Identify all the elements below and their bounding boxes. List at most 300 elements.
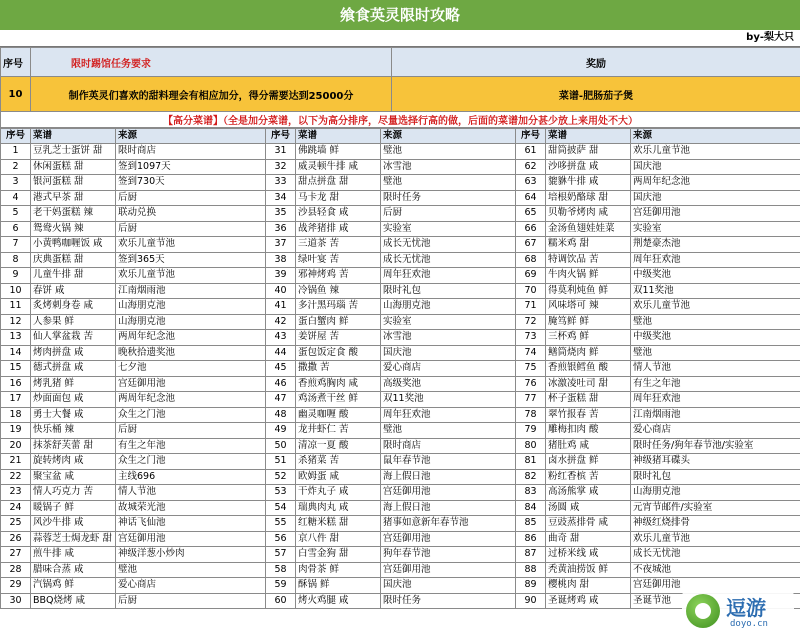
recipe-num: 60	[266, 593, 296, 609]
recipe-source: 冰雪池	[381, 159, 516, 175]
recipe-source: 后厨	[116, 190, 266, 206]
recipe-source: 高级奖池	[381, 376, 516, 392]
recipe-num: 52	[266, 469, 296, 485]
recipe-source: 山海朋克池	[381, 299, 516, 315]
recipe-num: 77	[516, 392, 546, 408]
recipe-source: 璧池	[381, 144, 516, 160]
col-header-recipe: 菜谱	[31, 129, 116, 144]
recipe-source: 宫廷御用池	[116, 531, 266, 547]
doyo-watermark-logo	[682, 590, 794, 636]
recipe-name: 龙井虾仁 苦	[296, 423, 381, 439]
recipe-name: 秃黄油捞饭 鲜	[546, 562, 631, 578]
recipe-num: 58	[266, 562, 296, 578]
recipe-num: 41	[266, 299, 296, 315]
recipe-source: 中级奖池	[631, 330, 800, 346]
recipe-name: 豆豉蒸排骨 咸	[546, 516, 631, 532]
recipe-source: 国庆池	[631, 159, 800, 175]
recipe-num: 6	[1, 221, 31, 237]
recipe-num: 72	[516, 314, 546, 330]
recipe-name: 撒撒 苦	[296, 361, 381, 377]
recipe-num: 75	[516, 361, 546, 377]
recipe-name: 香煎鸡胸肉 咸	[296, 376, 381, 392]
recipe-source: 欢乐儿童节池	[631, 299, 800, 315]
recipe-num: 12	[1, 314, 31, 330]
recipe-name: 烤乳猪 鲜	[31, 376, 116, 392]
table-row	[1, 562, 800, 578]
recipe-source: 山海朋克池	[116, 299, 266, 315]
recipe-num: 29	[1, 578, 31, 594]
recipe-num: 81	[516, 454, 546, 470]
recipe-name: 佛跳墙 鲜	[296, 144, 381, 160]
recipe-num: 55	[266, 516, 296, 532]
recipe-num: 61	[516, 144, 546, 160]
recipe-num: 39	[266, 268, 296, 284]
recipe-name: 金汤鱼翅娃娃菜	[546, 221, 631, 237]
table-row	[1, 330, 800, 346]
recipe-num: 70	[516, 283, 546, 299]
recipe-name: 绿叶宴 苦	[296, 252, 381, 268]
table-row	[1, 144, 800, 160]
recipe-name: 杯子蛋糕 甜	[546, 392, 631, 408]
recipe-source: 后厨	[116, 221, 266, 237]
recipe-name: 战斧猪排 咸	[296, 221, 381, 237]
recipe-num: 64	[516, 190, 546, 206]
recipe-num: 76	[516, 376, 546, 392]
recipe-num: 43	[266, 330, 296, 346]
recipe-source: 晚秋拾遗奖池	[116, 345, 266, 361]
recipe-name: 炙烤刺身卷 咸	[31, 299, 116, 315]
recipe-name: 威灵顿牛排 咸	[296, 159, 381, 175]
recipe-name: 勇士大餐 咸	[31, 407, 116, 423]
recipe-num: 8	[1, 252, 31, 268]
recipe-num: 1	[1, 144, 31, 160]
recipe-num: 84	[516, 500, 546, 516]
recipe-num: 88	[516, 562, 546, 578]
recipe-source: 荆楚豪杰池	[631, 237, 800, 253]
col-header-recipe: 菜谱	[296, 129, 381, 144]
recipe-name: 得莫利炖鱼 鲜	[546, 283, 631, 299]
recipe-source: 圣诞节池	[631, 593, 800, 609]
recipe-source: 两周年纪念池	[631, 175, 800, 191]
table-row	[1, 283, 800, 299]
table-row	[1, 252, 800, 268]
recipe-source: 情人节池	[631, 361, 800, 377]
table-row	[1, 361, 800, 377]
recipe-name: 儿童牛排 甜	[31, 268, 116, 284]
recipe-num: 71	[516, 299, 546, 315]
table-row	[1, 516, 800, 532]
recipe-source: 中级奖池	[631, 268, 800, 284]
author-credit: by-梨大只	[0, 30, 800, 47]
recipe-name: 烤火鸡腿 咸	[296, 593, 381, 609]
recipe-num: 10	[1, 283, 31, 299]
recipe-name: 炒面面包 咸	[31, 392, 116, 408]
recipe-num: 37	[266, 237, 296, 253]
col-header-source: 来源	[631, 129, 800, 144]
recipe-source: 故城荣光池	[116, 500, 266, 516]
recipe-name: 抹茶舒芙蕾 甜	[31, 438, 116, 454]
table-row	[1, 423, 800, 439]
recipe-source: 宫廷御用池	[631, 206, 800, 222]
recipe-num: 27	[1, 547, 31, 563]
recipe-name: 烤肉拼盘 咸	[31, 345, 116, 361]
recipe-num: 67	[516, 237, 546, 253]
recipe-name: 樱桃肉 甜	[546, 578, 631, 594]
recipe-name: 仙人掌盆栽 苦	[31, 330, 116, 346]
recipe-name: 庆典蛋糕 甜	[31, 252, 116, 268]
recipe-num: 65	[516, 206, 546, 222]
recipe-name: 快乐桶 辣	[31, 423, 116, 439]
table-row	[1, 175, 800, 191]
task-reward: 菜谱-肥肠茄子煲	[392, 77, 800, 112]
table-row	[1, 454, 800, 470]
recipe-name: 鸡汤煮干丝 鲜	[296, 392, 381, 408]
table-row	[1, 221, 800, 237]
recipe-source: 神级猪耳碟头	[631, 454, 800, 470]
recipe-source: 周年狂欢池	[381, 407, 516, 423]
recipe-name: 豆乳芝士蛋饼 甜	[31, 144, 116, 160]
recipe-source: 国庆池	[381, 578, 516, 594]
recipe-num: 9	[1, 268, 31, 284]
recipe-num: 5	[1, 206, 31, 222]
recipe-source: 欢乐儿童节池	[631, 531, 800, 547]
recipe-source: 限时任务	[381, 190, 516, 206]
recipe-source: 山海朋克池	[116, 314, 266, 330]
recipe-num: 30	[1, 593, 31, 609]
recipe-source: 璧池	[381, 175, 516, 191]
recipe-source: 海上假日池	[381, 469, 516, 485]
task-row	[1, 77, 800, 112]
recipe-source: 限时礼包	[381, 283, 516, 299]
recipe-source: 周年狂欢池	[381, 268, 516, 284]
recipe-name: 马卡龙 甜	[296, 190, 381, 206]
recipe-num: 89	[516, 578, 546, 594]
table-row	[1, 206, 800, 222]
recipe-source: 璧池	[631, 345, 800, 361]
recipe-num: 83	[516, 485, 546, 501]
recipe-num: 33	[266, 175, 296, 191]
recipe-column-header-row	[1, 129, 800, 144]
col-header-num: 序号	[266, 129, 296, 144]
col-header-num: 序号	[516, 129, 546, 144]
task-table	[0, 47, 800, 128]
recipe-name: 粉红香槟 苦	[546, 469, 631, 485]
recipe-num: 40	[266, 283, 296, 299]
recipe-name: 蛋包饭定食 酸	[296, 345, 381, 361]
recipe-source: 神级红烧排骨	[631, 516, 800, 532]
recipe-name: 雕梅扣肉 酸	[546, 423, 631, 439]
recipe-source: 限时任务/狗年春节池/实验室	[631, 438, 800, 454]
table-row	[1, 469, 800, 485]
recipe-num: 31	[266, 144, 296, 160]
recipe-num: 45	[266, 361, 296, 377]
col-header-num: 序号	[1, 129, 31, 144]
recipe-name: 煎牛排 咸	[31, 547, 116, 563]
recipe-name: 姜饼屋 苦	[296, 330, 381, 346]
table-row	[1, 485, 800, 501]
recipe-name: 曲奇 甜	[546, 531, 631, 547]
recipe-name: 干炸丸子 咸	[296, 485, 381, 501]
recipe-name: 牛肉火锅 鲜	[546, 268, 631, 284]
recipe-table	[0, 128, 800, 609]
recipe-name: 高汤熊掌 咸	[546, 485, 631, 501]
recipe-name: 三道茶 苦	[296, 237, 381, 253]
recipe-num: 14	[1, 345, 31, 361]
table-row	[1, 237, 800, 253]
recipe-num: 69	[516, 268, 546, 284]
recipe-num: 2	[1, 159, 31, 175]
task-requirement: 制作英灵们喜欢的甜料理会有相应加分，得分需要达到25000分	[31, 77, 392, 112]
recipe-source: 签到365天	[116, 252, 266, 268]
recipe-source: 江南烟雨池	[116, 283, 266, 299]
recipe-num: 42	[266, 314, 296, 330]
recipe-source: 后厨	[116, 423, 266, 439]
recipe-num: 13	[1, 330, 31, 346]
recipe-name: 清凉一夏 酸	[296, 438, 381, 454]
recipe-num: 21	[1, 454, 31, 470]
recipe-source: 宫廷御用池	[631, 578, 800, 594]
recipe-source: 海上假日池	[381, 500, 516, 516]
recipe-source: 七夕池	[116, 361, 266, 377]
recipe-source: 签到1097天	[116, 159, 266, 175]
recipe-source: 狗年春节池	[381, 547, 516, 563]
recipe-name: 蛋白蟹肉 鲜	[296, 314, 381, 330]
table-row	[1, 407, 800, 423]
recipe-name: 糯米鸡 甜	[546, 237, 631, 253]
recipe-source: 限时礼包	[631, 469, 800, 485]
recipe-source: 宫廷御用池	[381, 485, 516, 501]
recipe-name: 贝勒爷烤肉 咸	[546, 206, 631, 222]
col-header-source: 来源	[381, 129, 516, 144]
recipe-name: 猪肚鸡 咸	[546, 438, 631, 454]
recipe-num: 59	[266, 578, 296, 594]
recipe-name: 汤圆 咸	[546, 500, 631, 516]
table-row	[1, 547, 800, 563]
recipe-name: 培根奶酪球 甜	[546, 190, 631, 206]
recipe-num: 49	[266, 423, 296, 439]
recipe-name: 沙县轻食 咸	[296, 206, 381, 222]
recipe-name: 腊味合蒸 咸	[31, 562, 116, 578]
recipe-name: 旋转烤肉 咸	[31, 454, 116, 470]
recipe-name: 情人巧克力 苦	[31, 485, 116, 501]
recipe-num: 63	[516, 175, 546, 191]
recipe-source: 两周年纪念池	[116, 392, 266, 408]
recipe-num: 15	[1, 361, 31, 377]
col-header-source: 来源	[116, 129, 266, 144]
recipe-name: 酥锅 鲜	[296, 578, 381, 594]
recipe-source: 神话飞仙池	[116, 516, 266, 532]
recipe-num: 47	[266, 392, 296, 408]
table-row	[1, 345, 800, 361]
recipe-source: 签到730天	[116, 175, 266, 191]
recipe-name: 人参果 鲜	[31, 314, 116, 330]
recipe-num: 23	[1, 485, 31, 501]
doyo-logo-icon	[686, 594, 720, 628]
recipe-name: 老干妈蛋糕 辣	[31, 206, 116, 222]
recipe-num: 78	[516, 407, 546, 423]
task-num: 10	[1, 77, 31, 112]
recipe-source: 情人节池	[116, 485, 266, 501]
recipe-source: 璧池	[381, 423, 516, 439]
recipe-num: 20	[1, 438, 31, 454]
recipe-num: 62	[516, 159, 546, 175]
table-row	[1, 500, 800, 516]
recipe-source: 宫廷御用池	[116, 376, 266, 392]
recipe-source: 双11奖池	[381, 392, 516, 408]
recipe-num: 85	[516, 516, 546, 532]
recipe-num: 28	[1, 562, 31, 578]
recipe-name: 港式早茶 甜	[31, 190, 116, 206]
recipe-num: 38	[266, 252, 296, 268]
recipe-source: 联动兑换	[116, 206, 266, 222]
recipe-num: 54	[266, 500, 296, 516]
recipe-num: 48	[266, 407, 296, 423]
recipe-name: 多汁黑玛瑙 苦	[296, 299, 381, 315]
recipe-name: 甜筒披萨 甜	[546, 144, 631, 160]
recipe-num: 66	[516, 221, 546, 237]
table-row	[1, 531, 800, 547]
task-header-row	[1, 48, 800, 77]
recipe-name: 银河蛋糕 甜	[31, 175, 116, 191]
recipe-source: 宫廷御用池	[381, 562, 516, 578]
recipe-num: 87	[516, 547, 546, 563]
recipe-num: 22	[1, 469, 31, 485]
recipe-name: 香煎银鳕鱼 酸	[546, 361, 631, 377]
recipe-num: 36	[266, 221, 296, 237]
recipe-name: 京八件 甜	[296, 531, 381, 547]
recipe-name: 翠竹报春 苦	[546, 407, 631, 423]
note-row	[1, 112, 800, 128]
recipe-num: 35	[266, 206, 296, 222]
watermark-brand: 逗游	[726, 596, 766, 620]
high-score-note: 【高分菜谱】（全是加分菜谱，以下为高分排序，尽量选择行高的做，后面的菜谱加分甚少放上来用处不大）	[1, 112, 800, 128]
recipe-source: 周年狂欢池	[631, 392, 800, 408]
recipe-source: 国庆池	[381, 345, 516, 361]
recipe-name: 过桥米线 咸	[546, 547, 631, 563]
recipe-num: 4	[1, 190, 31, 206]
recipe-name: 杀猪菜 苦	[296, 454, 381, 470]
recipe-name: 红糖米糕 甜	[296, 516, 381, 532]
recipe-num: 25	[1, 516, 31, 532]
recipe-source: 璧池	[631, 314, 800, 330]
recipe-num: 51	[266, 454, 296, 470]
recipe-num: 79	[516, 423, 546, 439]
recipe-num: 19	[1, 423, 31, 439]
recipe-name: 瑞典肉丸 咸	[296, 500, 381, 516]
recipe-num: 17	[1, 392, 31, 408]
recipe-source: 宫廷御用池	[381, 531, 516, 547]
recipe-name: 暖锅子 鲜	[31, 500, 116, 516]
recipe-name: 蒜蓉芝士焗龙虾 甜	[31, 531, 116, 547]
recipe-source: 爱心商店	[631, 423, 800, 439]
recipe-source: 限时商店	[116, 144, 266, 160]
recipe-source: 有生之年池	[116, 438, 266, 454]
recipe-num: 24	[1, 500, 31, 516]
recipe-source: 成长无忧池	[381, 252, 516, 268]
recipe-source: 冰雪池	[381, 330, 516, 346]
recipe-source: 众生之门池	[116, 454, 266, 470]
recipe-name: 特调饮品 苦	[546, 252, 631, 268]
recipe-num: 46	[266, 376, 296, 392]
recipe-source: 限时商店	[381, 438, 516, 454]
table-row	[1, 578, 800, 594]
recipe-name: 春饼 咸	[31, 283, 116, 299]
recipe-source: 后厨	[116, 593, 266, 609]
recipe-name: 休闲蛋糕 甜	[31, 159, 116, 175]
recipe-source: 限时任务	[381, 593, 516, 609]
watermark-site: doyo.cn	[730, 619, 768, 629]
recipe-source: 欢乐儿童节池	[116, 237, 266, 253]
recipe-source: 爱心商店	[116, 578, 266, 594]
recipe-num: 90	[516, 593, 546, 609]
recipe-name: 腌笃鲜 鲜	[546, 314, 631, 330]
table-row	[1, 314, 800, 330]
recipe-name: 风沙牛排 咸	[31, 516, 116, 532]
table-row	[1, 392, 800, 408]
recipe-num: 74	[516, 345, 546, 361]
table-row	[1, 438, 800, 454]
recipe-name: 幽灵咖喱 酸	[296, 407, 381, 423]
recipe-num: 7	[1, 237, 31, 253]
recipe-name: 貔貅牛排 咸	[546, 175, 631, 191]
recipe-name: 甜点拼盘 甜	[296, 175, 381, 191]
col-header-recipe: 菜谱	[546, 129, 631, 144]
recipe-name: BBQ烧烤 咸	[31, 593, 116, 609]
recipe-source: 江南烟雨池	[631, 407, 800, 423]
recipe-num: 57	[266, 547, 296, 563]
task-reward-header: 奖励	[392, 48, 800, 77]
recipe-source: 山海朋克池	[631, 485, 800, 501]
task-requirement-header: 限时踢馆任务要求	[31, 48, 392, 77]
recipe-num: 3	[1, 175, 31, 191]
recipe-name: 风味塔可 辣	[546, 299, 631, 315]
recipe-name: 聚宝盆 咸	[31, 469, 116, 485]
recipe-source: 神级洋葱小炒肉	[116, 547, 266, 563]
recipe-name: 白雪金狗 甜	[296, 547, 381, 563]
recipe-source: 欢乐儿童节池	[631, 144, 800, 160]
recipe-source: 欢乐儿童节池	[116, 268, 266, 284]
table-row	[1, 190, 800, 206]
recipe-name: 鸳鸯火锅 辣	[31, 221, 116, 237]
recipe-source: 国庆池	[631, 190, 800, 206]
recipe-num: 34	[266, 190, 296, 206]
recipe-source: 众生之门池	[116, 407, 266, 423]
recipe-name: 三杯鸡 鲜	[546, 330, 631, 346]
recipe-table-body	[1, 129, 800, 609]
recipe-source: 元宵节邮件/实验室	[631, 500, 800, 516]
recipe-name: 冰激凌吐司 甜	[546, 376, 631, 392]
recipe-num: 82	[516, 469, 546, 485]
recipe-source: 后厨	[381, 206, 516, 222]
recipe-num: 26	[1, 531, 31, 547]
recipe-num: 50	[266, 438, 296, 454]
recipe-num: 80	[516, 438, 546, 454]
recipe-name: 沙哆拼盘 咸	[546, 159, 631, 175]
recipe-num: 56	[266, 531, 296, 547]
recipe-source: 主线696	[116, 469, 266, 485]
recipe-num: 16	[1, 376, 31, 392]
recipe-name: 小黄鸭咖喱饭 咸	[31, 237, 116, 253]
recipe-source: 实验室	[631, 221, 800, 237]
recipe-name: 肉骨茶 鲜	[296, 562, 381, 578]
recipe-source: 成长无忧池	[381, 237, 516, 253]
recipe-source: 不夜城池	[631, 562, 800, 578]
recipe-name: 卤水拼盘 鲜	[546, 454, 631, 470]
recipe-source: 有生之年池	[631, 376, 800, 392]
page-title: 飨食英灵限时攻略	[0, 0, 800, 30]
recipe-num: 44	[266, 345, 296, 361]
recipe-source: 成长无忧池	[631, 547, 800, 563]
